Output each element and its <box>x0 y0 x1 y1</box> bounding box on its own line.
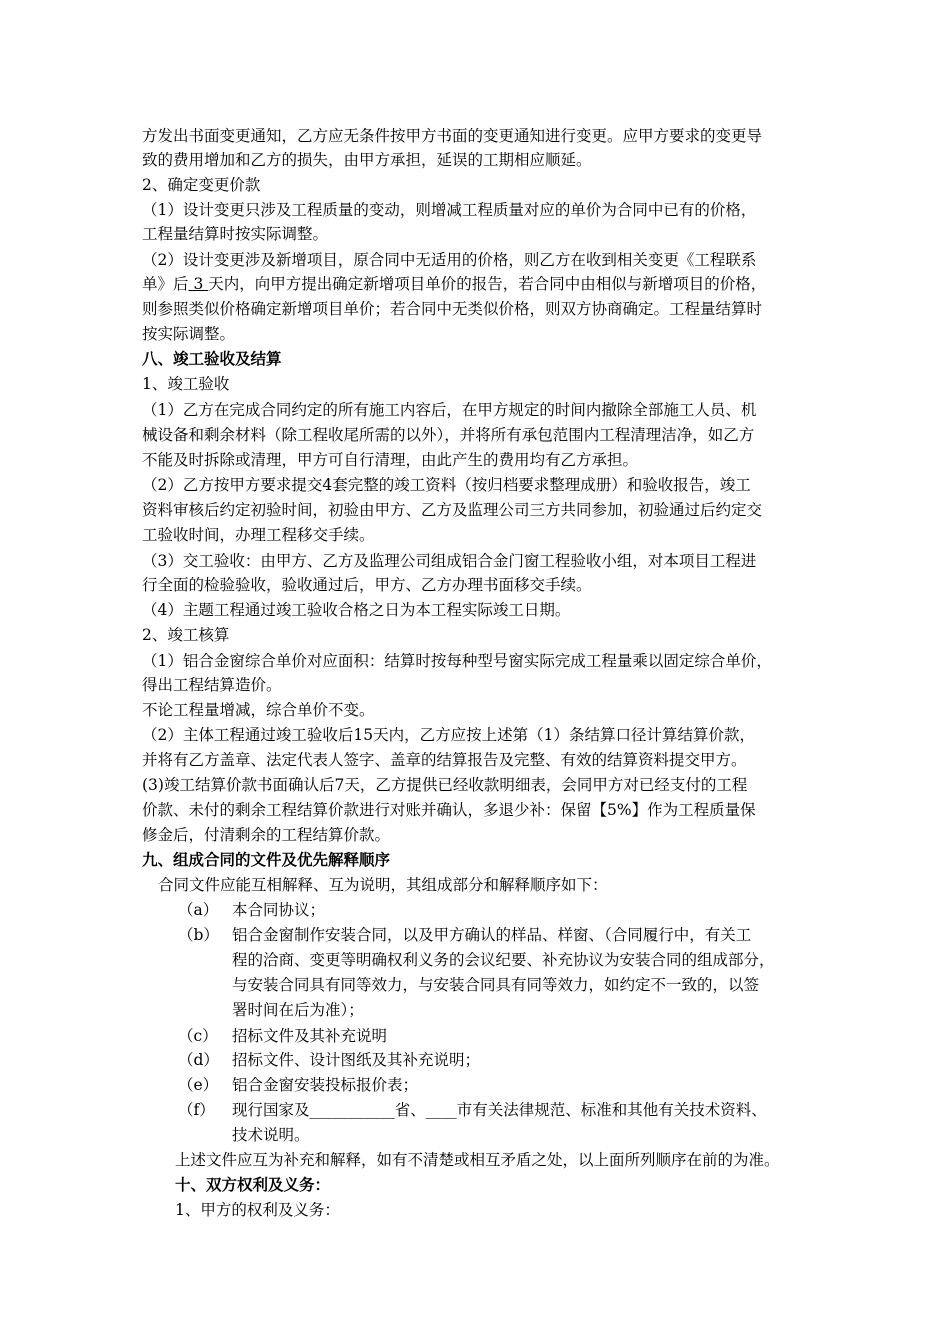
text-line: （4）主题工程通过竣工验收合格之日为本工程实际竣工日期。 <box>142 601 571 619</box>
text-line: （2）设计变更涉及新增项目，原合同中无适用的价格，则乙方在收到相关变更《工程联系 <box>142 251 757 269</box>
blank-field-city: ____ <box>425 1101 457 1119</box>
subheading: 1、甲方的权利及义务： <box>175 1201 340 1219</box>
text-line: （1）设计变更只涉及工程质量的变动，则增减工程质量对应的单价为合同中已有的价格， <box>142 201 757 219</box>
list-item-text: 铝合金窗安装投标报价表； <box>232 1076 419 1094</box>
list-item-text: 铝合金窗制作安装合同，以及甲方确认的样品、样窗、（合同履行中，有关工 <box>232 926 752 944</box>
text-span: 单》后 <box>142 275 189 293</box>
text-span: 市有关法律规范、标准和其他有关技术资料、 <box>456 1101 767 1119</box>
subheading: 2、竣工核算 <box>142 626 230 644</box>
text-line: 不能及时拆除或清理，甲方可自行清理，由此产生的费用均有乙方承担。 <box>142 451 639 469</box>
text-line: （2）乙方按甲方要求提交4套完整的竣工资料（按归档要求整理成册）和验收报告，竣工 <box>142 476 751 494</box>
text-line: 方发出书面变更通知，乙方应无条件按甲方书面的变更通知进行变更。应甲方要求的变更导 <box>142 127 763 145</box>
text-line: 按实际调整。 <box>142 325 236 343</box>
text-line: 则参照类似价格确定新增项目单价；若合同中无类似价格，则双方协商确定。工程量结算时 <box>142 300 763 318</box>
section-heading: 十、双方权利及义务： <box>175 1175 331 1194</box>
text-line: 工程量结算时按实际调整。 <box>142 225 329 243</box>
list-item-text: 程的洽商、变更等明确权利义务的会议纪要、补充协议为安装合同的组成部分， <box>232 951 775 969</box>
list-item-label: （e） <box>178 1076 219 1094</box>
text-line: 价款、未付的剩余工程结算价款进行对账并确认，多退少补：保留【5%】作为工程质量保 <box>142 801 756 819</box>
text-line: 致的费用增加和乙方的损失，由甲方承担，延误的工期相应顺延。 <box>142 151 592 169</box>
list-item-text: 招标文件及其补充说明 <box>232 1027 388 1045</box>
list-item-text: 与安装合同具有同等效力，与安装合同具有同等效力，如约定不一致的，以签 <box>232 976 760 994</box>
list-item-text: 招标文件、设计图纸及其补充说明； <box>232 1051 481 1069</box>
list-item-text: 署时间在后为准）； <box>232 1001 364 1019</box>
section-heading: 九、组成合同的文件及优先解释顺序 <box>142 850 391 869</box>
list-item-label: （f） <box>178 1101 215 1119</box>
list-item-text: 技术说明。 <box>232 1126 310 1144</box>
list-item-label: （c） <box>178 1027 218 1045</box>
blank-field-province: ___________ <box>309 1101 395 1119</box>
subheading: 2、确定变更价款 <box>142 176 261 194</box>
text-span: 现行国家及 <box>232 1101 310 1119</box>
text-line: 并将有乙方盖章、法定代表人签字、盖章的结算报告及完整、有效的结算资料提交甲方。 <box>142 751 747 769</box>
text-span: 天内，向甲方提出确定新增项目单价的报告，若合同中由相似与新增项目的价格， <box>208 275 767 293</box>
list-item-label: （b） <box>178 926 219 944</box>
text-line: 不论工程量增减，综合单价不变。 <box>142 701 375 719</box>
text-line: 行全面的检验验收，验收通过后，甲方、乙方办理书面移交手续。 <box>142 576 592 594</box>
subheading: 1、竣工验收 <box>142 375 230 393</box>
text-line <box>142 272 766 296</box>
list-item-label: （d） <box>178 1051 219 1069</box>
text-line: （1）铝合金窗综合单价对应面积：结算时按每种型号窗实际完成工程量乘以固定综合单价， <box>142 652 772 670</box>
filled-blank-days: 3 <box>188 275 209 293</box>
text-line: 得出工程结算造价。 <box>142 676 282 694</box>
text-line: 工验收时间，办理工程移交手续。 <box>142 526 375 544</box>
text-line: 合同文件应能互相解释、互为说明，其组成部分和解释顺序如下： <box>158 876 608 894</box>
text-span: 省、 <box>394 1101 426 1119</box>
list-item-text: 本合同协议； <box>232 901 326 919</box>
text-line: （3）交工验收：由甲方、乙方及监理公司组成铝合金门窗工程验收小组，对本项目工程进 <box>142 552 757 570</box>
text-line: （2）主体工程通过竣工验收后15天内，乙方应按上述第（1）条结算口径计算结算价款， <box>142 726 755 744</box>
text-line: 资料审核后约定初验时间，初验由甲方、乙方及监理公司三方共同参加，初验通过后约定交 <box>142 501 763 519</box>
list-item-label: （a） <box>178 901 219 919</box>
text-line: (3)竣工结算价款书面确认后7天，乙方提供已经收款明细表，会同甲方对已经支付的工程 <box>142 776 748 794</box>
section-heading: 八、竣工验收及结算 <box>142 349 282 368</box>
text-line: （1）乙方在完成合同约定的所有施工内容后，在甲方规定的时间内撤除全部施工人员、机 <box>142 401 757 419</box>
list-item-text <box>232 1098 767 1122</box>
text-line: 械设备和剩余材料（除工程收尾所需的以外），并将所有承包范围内工程清理洁净，如乙方 <box>142 426 755 444</box>
text-line: 上述文件应互为补充和解释，如有不清楚或相互矛盾之处，以上面所列顺序在前的为准。 <box>175 1151 780 1169</box>
text-line: 修金后，付清剩余的工程结算价款。 <box>142 826 391 844</box>
